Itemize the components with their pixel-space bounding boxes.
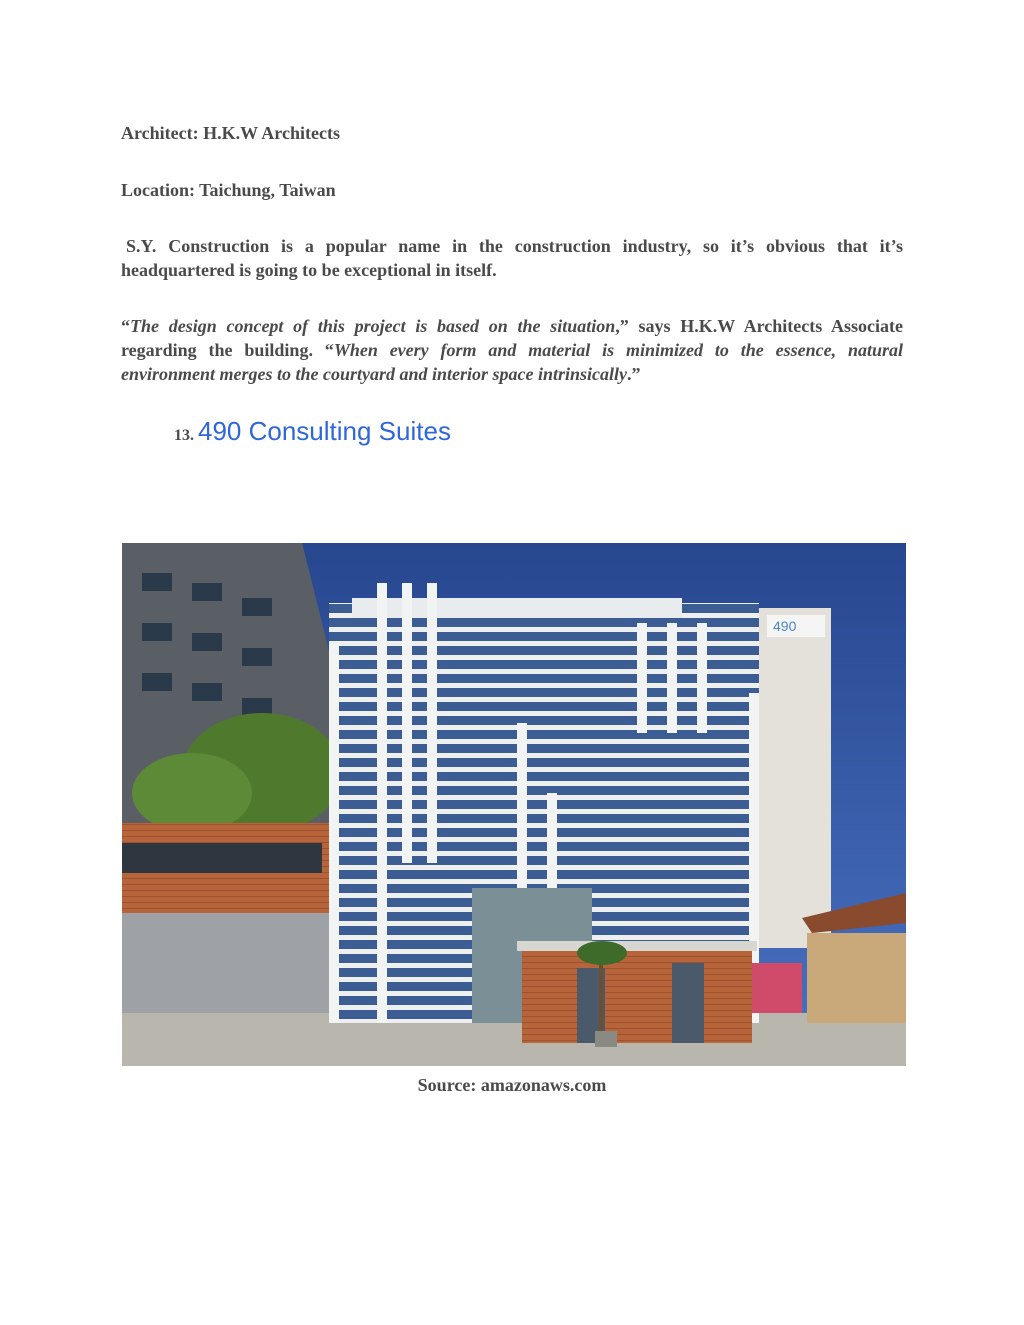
location-line: Location: Taichung, Taiwan: [121, 180, 336, 200]
quote-attribution: ,” says H.K.W Architects Associate regarding the building. “: [121, 316, 903, 360]
quote-close: .”: [627, 364, 641, 384]
quote-italic-2: When every form and material is minimized to the essence, natural environment merges to the courtyard and interior space intrinsically: [121, 340, 903, 384]
quote-italic-1: The design concept of this project is based on the situation: [130, 316, 616, 336]
architect-line: Architect: H.K.W Architects: [121, 123, 340, 143]
quote-paragraph: [121, 314, 903, 386]
intro-paragraph: [121, 234, 903, 282]
intro-text: S.Y. Construction is a popular name in the construction industry, so it’s obvious that it’s headquartered is going to be exceptional in itself.: [121, 236, 903, 280]
tower-sign-number: 490: [773, 618, 797, 634]
photo-caption: Source: amazonaws.com: [417, 1075, 607, 1095]
quote-open-mark: “: [121, 316, 130, 336]
section-title-link[interactable]: 490 Consulting Suites: [198, 416, 451, 446]
building-photo: [122, 543, 906, 1066]
section-number: 13.: [174, 427, 194, 444]
section-heading: [174, 416, 451, 447]
